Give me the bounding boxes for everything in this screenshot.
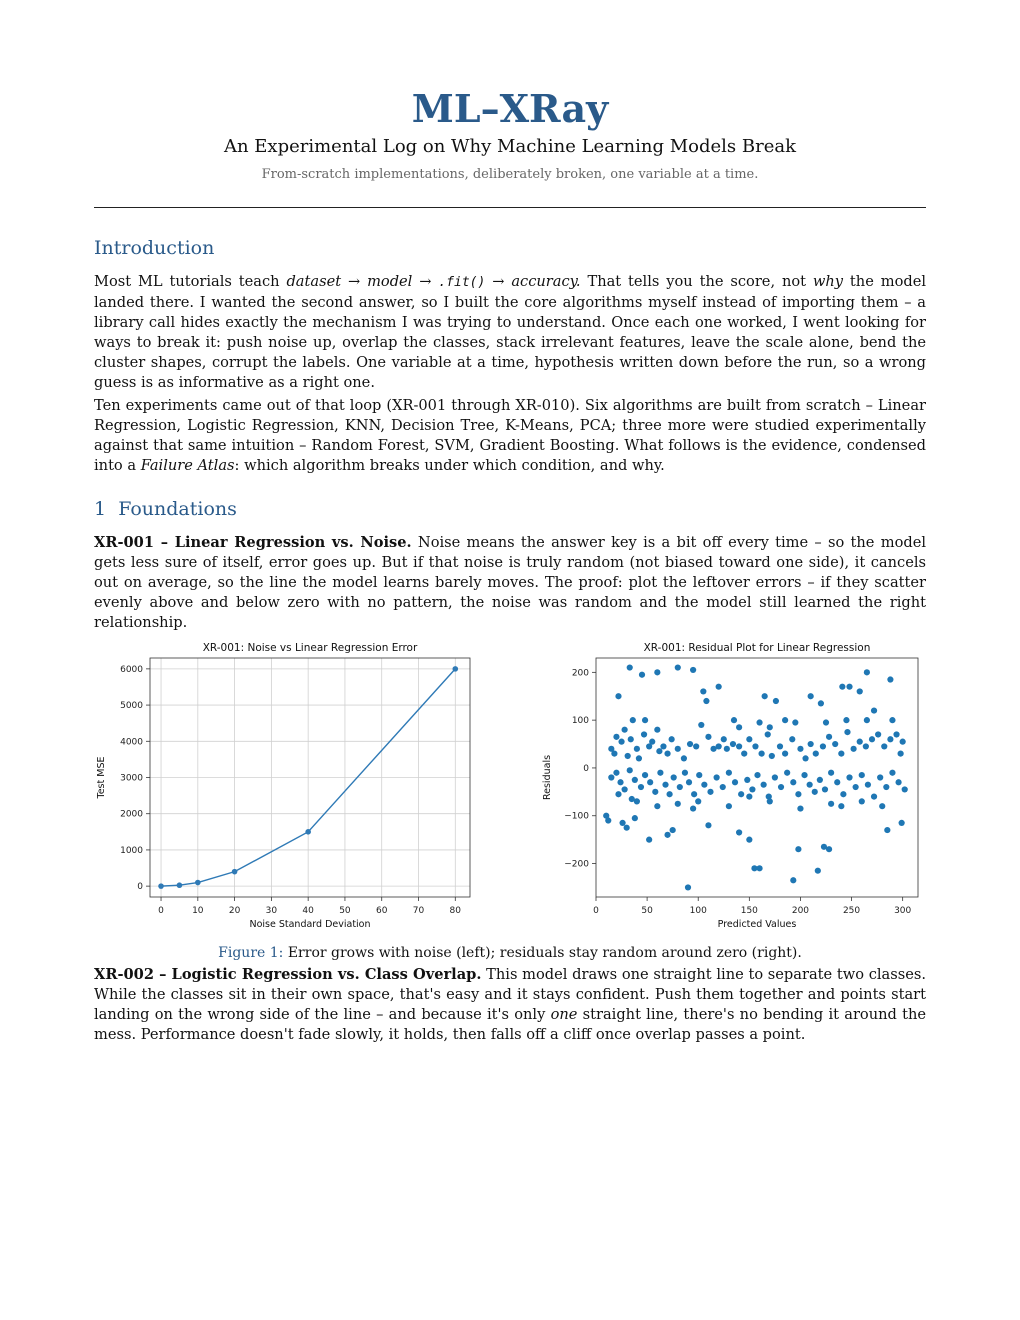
residual-point <box>726 803 732 809</box>
x-tick-label: 250 <box>842 906 861 916</box>
residual-point <box>736 724 742 730</box>
residual-point <box>887 736 893 742</box>
residual-point <box>736 743 742 749</box>
residual-point <box>883 784 889 790</box>
residual-point <box>844 729 850 735</box>
x-tick-label: 70 <box>412 906 425 916</box>
x-axis-label: Noise Standard Deviation <box>249 919 371 930</box>
y-axis-label: Test MSE <box>96 756 107 799</box>
xr001-paragraph: XR-001 – Linear Regression vs. Noise. Noise means the answer key is a bit off every time – so the model gets less sure of itself, error goes up. But if that noise is truly random (not biased toward one side), it cancels out on average, so the line the model learns barely moves. The proof: plot the leftover errors – if they scatter evenly above and below zero with no pattern, the noise was random and the model still learned the right relationship. <box>94 534 926 631</box>
residual-point <box>812 789 818 795</box>
noise-vs-mse-chart <box>94 632 494 932</box>
residual-point <box>681 755 687 761</box>
title-divider <box>94 207 926 208</box>
x-tick-label: 30 <box>265 906 278 916</box>
residual-point <box>698 722 704 728</box>
data-point <box>177 882 183 888</box>
residual-point <box>664 832 670 838</box>
residual-point <box>853 784 859 790</box>
residual-point <box>859 772 865 778</box>
residual-point <box>838 751 844 757</box>
residual-point <box>625 753 631 759</box>
x-tick-label: 0 <box>158 906 164 916</box>
residual-point <box>807 782 813 788</box>
residual-point <box>732 779 738 785</box>
y-tick-label: 0 <box>583 763 589 774</box>
residual-point <box>675 801 681 807</box>
residual-point <box>656 748 662 754</box>
residual-point <box>865 782 871 788</box>
residual-point <box>877 774 883 780</box>
residual-point <box>820 743 826 749</box>
residual-point <box>889 770 895 776</box>
residual-point <box>611 751 617 757</box>
residual-point <box>828 801 834 807</box>
residual-point <box>632 777 638 783</box>
x-tick-label: 60 <box>375 906 388 916</box>
residual-point <box>630 717 636 723</box>
residual-point <box>617 779 623 785</box>
figure-1-caption: Figure 1: Error grows with noise (left); residuals stay random around zero (right). <box>218 945 802 961</box>
residual-point <box>652 789 658 795</box>
residual-point <box>797 805 803 811</box>
residual-point <box>895 779 901 785</box>
residual-point <box>754 772 760 778</box>
residual-point <box>682 770 688 776</box>
x-tick-label: 40 <box>302 906 314 916</box>
x-tick-label: 50 <box>641 906 653 916</box>
data-point <box>195 880 201 886</box>
y-tick-label: 5000 <box>120 701 143 712</box>
residual-point <box>705 734 711 740</box>
residual-point <box>690 667 696 673</box>
residual-point <box>736 829 742 835</box>
residual-point <box>622 786 628 792</box>
x-tick-label: 0 <box>593 906 599 916</box>
y-axis-label: Residuals <box>542 754 553 801</box>
paper-title: ML–XRay <box>411 86 609 131</box>
residual-point <box>720 784 726 790</box>
residual-point <box>808 741 814 747</box>
residual-point <box>828 770 834 776</box>
residual-point <box>832 741 838 747</box>
y-tick-label: 2000 <box>120 809 143 820</box>
chart-title: XR-001: Residual Plot for Linear Regression <box>643 642 871 654</box>
residual-point <box>700 688 706 694</box>
intro-heading: Introduction <box>94 237 215 259</box>
x-tick-label: 10 <box>192 906 204 916</box>
residual-point <box>813 751 819 757</box>
residual-point <box>724 746 730 752</box>
y-tick-label: 0 <box>137 882 143 893</box>
residual-point <box>669 736 675 742</box>
y-tick-label: 200 <box>571 668 589 679</box>
residual-point <box>627 767 633 773</box>
residual-point <box>628 736 634 742</box>
residual-point <box>618 739 624 745</box>
residual-point <box>840 791 846 797</box>
residual-point <box>769 753 775 759</box>
residual-point <box>879 803 885 809</box>
residual-point <box>660 743 666 749</box>
residual-point <box>746 736 752 742</box>
residual-point <box>797 746 803 752</box>
residual-point <box>801 772 807 778</box>
residual-point <box>693 743 699 749</box>
residual-point <box>714 774 720 780</box>
y-tick-label: 1000 <box>120 845 143 856</box>
y-tick-label: 100 <box>571 716 589 727</box>
residual-point <box>731 717 737 723</box>
residual-point <box>756 865 762 871</box>
residual-point <box>670 827 676 833</box>
x-tick-label: 80 <box>449 906 462 916</box>
residual-point <box>687 741 693 747</box>
residual-point <box>671 774 677 780</box>
residual-point <box>826 846 832 852</box>
residual-point <box>657 770 663 776</box>
residual-point <box>795 846 801 852</box>
data-point <box>452 666 458 672</box>
residual-point <box>795 791 801 797</box>
residual-point <box>646 837 652 843</box>
residual-point <box>632 815 638 821</box>
data-point <box>232 869 238 875</box>
residual-point <box>818 700 824 706</box>
residual-point <box>639 672 645 678</box>
intro-paragraph-2: Ten experiments came out of that loop (XR-001 through XR-010). Six algorithms are built from scratch – Linear Regression, Logistic Regression, KNN, Decision Tree, K-Means, PCA; three more were studied experimentally against that same intuition – Random Forest, SVM, Gradient Boosting. What follows is the evidence, condensed into a Failure Atlas: which algorithm breaks under which condition, and why. <box>94 397 926 474</box>
residual-point <box>843 717 849 723</box>
x-tick-label: 150 <box>740 906 758 916</box>
data-point <box>158 883 164 889</box>
residual-point <box>690 805 696 811</box>
residual-point <box>871 794 877 800</box>
residual-point <box>884 827 890 833</box>
x-tick-label: 50 <box>339 906 351 916</box>
residual-point <box>767 798 773 804</box>
residual-point <box>654 727 660 733</box>
xr002-paragraph: XR-002 – Logistic Regression vs. Class Overlap. This model draws one straight line to separate two classes. While the classes sit in their own space, that's easy and it stays confident. Push them together and points start landing on the wrong side of the line – and because it's only one straight line, there's no bending it around the mess. Performance doesn't fade slowly, it holds, then falls off a cliff once overlap passes a point. <box>94 966 926 1043</box>
residual-point <box>808 693 814 699</box>
residual-point <box>846 684 852 690</box>
residual-point <box>629 796 635 802</box>
residual-point <box>638 784 644 790</box>
residual-point <box>716 743 722 749</box>
residual-point <box>777 743 783 749</box>
data-point <box>305 829 311 835</box>
residual-point <box>675 746 681 752</box>
residual-point <box>846 774 852 780</box>
residual-point <box>893 731 899 737</box>
residual-point <box>636 755 642 761</box>
residual-point <box>726 770 732 776</box>
residual-point <box>789 736 795 742</box>
residual-point <box>695 798 701 804</box>
residual-point <box>767 724 773 730</box>
residual-point <box>863 743 869 749</box>
residual-point <box>634 746 640 752</box>
residual-point <box>822 786 828 792</box>
residual-point <box>802 755 808 761</box>
residual-point <box>738 791 744 797</box>
residual-point <box>790 779 796 785</box>
residual-point <box>613 734 619 740</box>
residual-point <box>752 743 758 749</box>
residual-point <box>784 770 790 776</box>
y-tick-label: −200 <box>564 859 589 870</box>
x-tick-label: 200 <box>791 906 810 916</box>
residual-point <box>654 803 660 809</box>
residual-point <box>716 684 722 690</box>
residual-point <box>662 782 668 788</box>
residual-point <box>705 822 711 828</box>
residual-point <box>859 798 865 804</box>
residual-point <box>642 772 648 778</box>
residual-point <box>613 770 619 776</box>
residual-point <box>746 837 752 843</box>
residual-point <box>627 664 633 670</box>
residual-point <box>765 731 771 737</box>
residual-point <box>686 779 692 785</box>
residual-point <box>889 717 895 723</box>
residual-point <box>864 717 870 723</box>
residual-point <box>857 739 863 745</box>
intro-paragraph-1: Most ML tutorials teach dataset → model → .fit() → accuracy. That tells you the score, not why the model landed there. I wanted the second answer, so I built the core algorithms myself instead of importing them – a library call hides exactly the mechanism I was trying to understand. Once each one worked, I went looking for ways to break it: push noise up, overlap the classes, stack irrelevant features, leave the scale alone, bend the cluster shapes, corrupt the labels. One variable at a time, hypothesis written down before the run, so a wrong guess is as informative as a right one. <box>94 273 926 391</box>
residual-point <box>654 669 660 675</box>
residual-point <box>749 786 755 792</box>
residual-point <box>790 877 796 883</box>
residual-point <box>864 669 870 675</box>
residual-point <box>762 693 768 699</box>
residual-point <box>685 884 691 890</box>
residual-scatter-chart <box>534 632 926 932</box>
residual-point <box>778 784 784 790</box>
residual-point <box>857 688 863 694</box>
residual-point <box>667 791 673 797</box>
residual-point <box>851 746 857 752</box>
residual-point <box>817 777 823 783</box>
residual-point <box>691 791 697 797</box>
residual-point <box>746 794 752 800</box>
residual-point <box>898 751 904 757</box>
residual-point <box>871 707 877 713</box>
x-tick-label: 300 <box>894 906 912 916</box>
residual-point <box>741 751 747 757</box>
y-tick-label: −100 <box>564 811 589 822</box>
residual-point <box>887 676 893 682</box>
residual-point <box>826 734 832 740</box>
residual-point <box>823 719 829 725</box>
residual-point <box>675 664 681 670</box>
residual-point <box>838 803 844 809</box>
y-tick-label: 3000 <box>120 773 143 784</box>
residual-point <box>881 743 887 749</box>
residual-point <box>761 782 767 788</box>
residual-point <box>772 774 778 780</box>
residual-point <box>900 739 906 745</box>
residual-point <box>721 736 727 742</box>
residual-point <box>642 717 648 723</box>
residual-point <box>707 789 713 795</box>
residual-point <box>773 698 779 704</box>
residual-point <box>647 779 653 785</box>
residual-point <box>677 784 683 790</box>
residual-point <box>624 825 630 831</box>
residual-point <box>782 717 788 723</box>
x-axis-label: Predicted Values <box>717 919 797 930</box>
residual-point <box>701 782 707 788</box>
chart-title: XR-001: Noise vs Linear Regression Error <box>202 642 418 654</box>
residual-point <box>615 791 621 797</box>
residual-point <box>664 751 670 757</box>
residual-point <box>703 698 709 704</box>
paper-tagline: From-scratch implementations, deliberately broken, one variable at a time. <box>261 167 759 182</box>
residual-point <box>899 820 905 826</box>
residual-point <box>649 739 655 745</box>
residual-point <box>756 719 762 725</box>
residual-point <box>641 731 647 737</box>
residual-point <box>744 777 750 783</box>
residual-point <box>782 751 788 757</box>
residual-point <box>608 774 614 780</box>
residual-point <box>619 820 625 826</box>
paper-subtitle: An Experimental Log on Why Machine Learning Models Break <box>223 136 797 157</box>
residual-point <box>839 684 845 690</box>
residual-point <box>815 868 821 874</box>
residual-point <box>875 731 881 737</box>
residual-point <box>834 779 840 785</box>
residual-point <box>615 693 621 699</box>
section-1-heading: 1 Foundations <box>94 498 237 520</box>
x-tick-label: 100 <box>689 906 707 916</box>
residual-point <box>730 741 736 747</box>
residual-point <box>605 817 611 823</box>
residual-point <box>902 786 908 792</box>
y-tick-label: 4000 <box>120 737 143 748</box>
y-tick-label: 6000 <box>120 664 143 675</box>
residual-point <box>792 719 798 725</box>
x-tick-label: 20 <box>228 906 241 916</box>
residual-point <box>696 772 702 778</box>
residual-point <box>622 727 628 733</box>
residual-point <box>759 751 765 757</box>
residual-point <box>869 736 875 742</box>
